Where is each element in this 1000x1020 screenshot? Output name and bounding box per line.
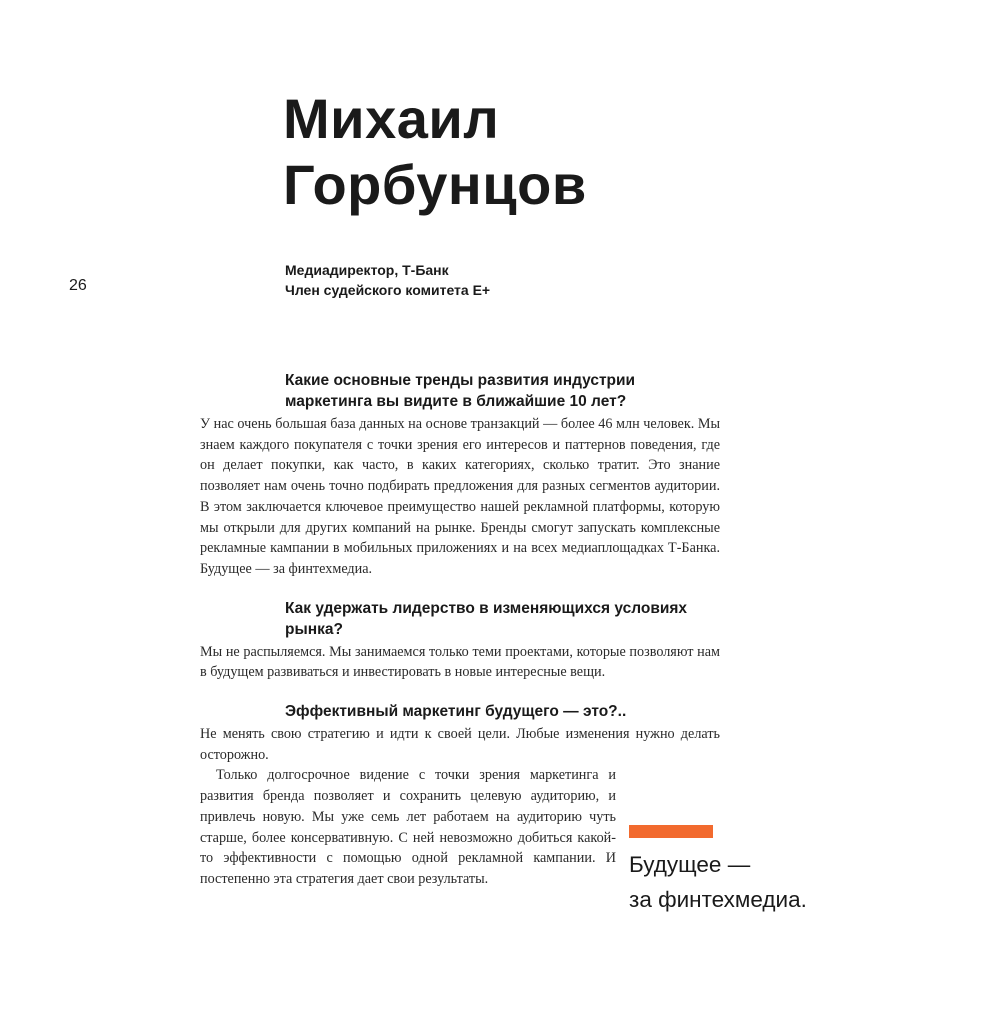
pull-quote-line-2: за финтехмедиа. (629, 887, 807, 912)
role-line-2: Член судейского комитета E+ (285, 282, 491, 298)
pull-quote-line-1: Будущее — (629, 852, 751, 877)
answer-2: Мы не распыляемся. Мы занимаемся только теми проектами, которые позволяют нам в будущем развиваться и инвестировать в новые интересные вещи. (200, 643, 720, 681)
qa-block-2 (200, 598, 720, 683)
accent-bar (629, 825, 713, 838)
question-1: Какие основные тренды развития индустрии маркетинга вы видите в ближайшие 10 лет? (285, 372, 636, 410)
question-3: Эффективный маркетинг будущего — это?.. (285, 703, 627, 721)
answer-3-paragraph-2: Только долгосрочное видение с точки зрения маркетинга и развития бренда позволяет и сохранить целевую аудиторию, и привлечь новую. Мы уже семь лет работаем на аудиторию чуть старше, более консервативную. С ней невозможно добиться какой-то эффективности с помощью одной рекламной кампании. И постепенно эта стратегия дает свои результаты. (200, 767, 616, 887)
role-line-1: Медиадиректор, Т-Банк (285, 262, 449, 278)
page-number: 26 (69, 277, 87, 294)
pull-quote (629, 847, 807, 917)
name-line-1: Михаил (283, 87, 500, 150)
question-2: Как удержать лидерство в изменяющихся условиях рынка? (285, 599, 688, 638)
name-line-2: Горбунцов (283, 153, 587, 216)
qa-block-1 (200, 370, 720, 580)
person-roles (285, 260, 490, 300)
answer-3: Не менять свою стратегию и идти к своей цели. Любые изменения нужно делать осторожно. (200, 726, 720, 763)
person-name (283, 86, 587, 218)
answer-1: У нас очень большая база данных на основе транзакций — более 46 млн человек. Мы знаем каждого покупателя с точки зрения его интересов и паттернов поведения, где он делает покупки, как часто, в каких категориях, сколько тратит. Это знание позволяет нам очень точно подбирать предложения для разных сегментов аудитории. В этом заключается ключевое преимущество нашей рекламной платформы, которую мы открыли для других компаний на рынке. Бренды смогут запускать комплексные рекламные кампании в мобильных приложениях и на всех медиаплощадках Т-Банка. Будущее — за финтехмедиа. (200, 416, 720, 577)
